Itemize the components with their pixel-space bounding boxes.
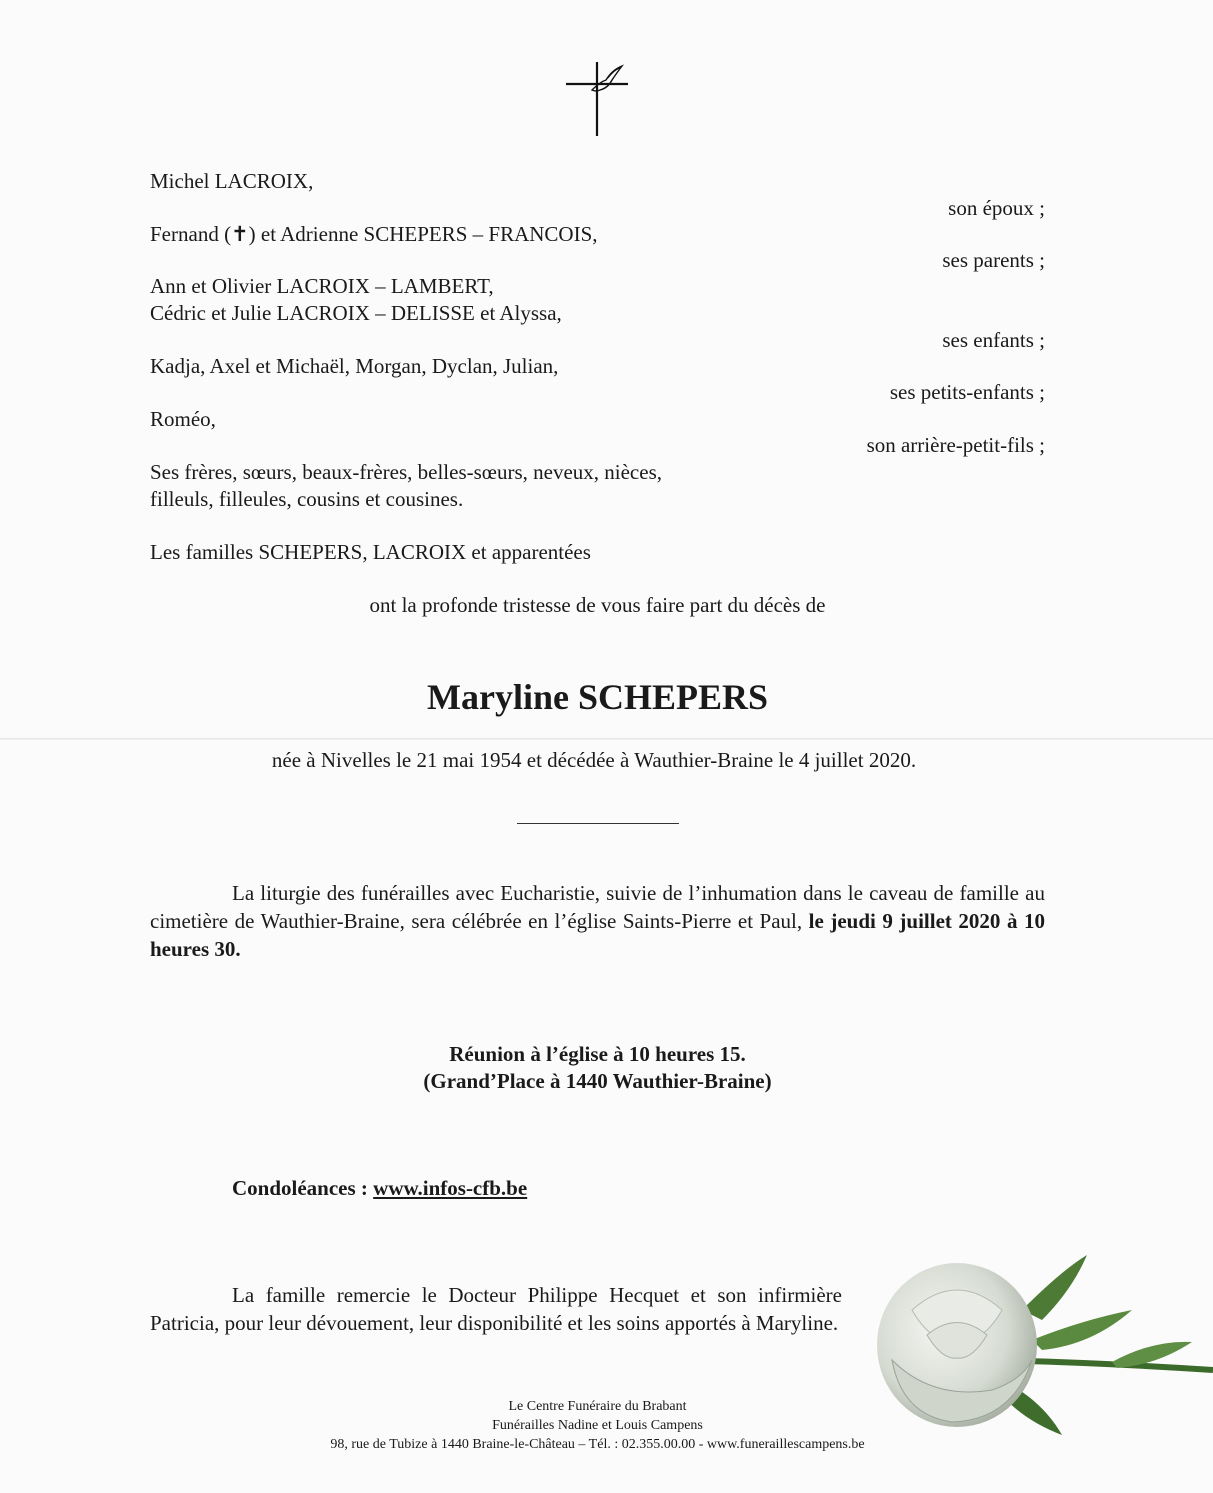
family-line-4: Cédric et Julie LACROIX – DELISSE et Alyssa, [150,301,562,325]
thanks-paragraph: La famille remercie le Docteur Philippe Hecquet et son infirmière Patricia, pour leur dévouement, leur disponibilité et les soins apportés à Maryline. [150,1283,842,1335]
footer-line-3: 98, rue de Tubize à 1440 Braine-le-Château – Tél. : 02.355.00.00 - www.funeraillescampens.be [330,1437,865,1452]
fold-line [0,738,1213,740]
footer-line-2: Funérailles Nadine et Louis Campens [492,1418,703,1433]
liturgy-paragraph [150,879,1045,963]
relation-epoux: son époux ; [948,196,1045,220]
relation-arriere-petit-fils: son arrière-petit-fils ; [866,433,1045,457]
meeting-place: (Grand’Place à 1440 Wauthier-Braine) [423,1069,772,1093]
announcement: ont la profonde tristesse de vous faire part du décès de [369,593,826,617]
family-line-7: Ses frères, sœurs, beaux-frères, belles-sœurs, neveux, nièces, [150,460,662,484]
family-line-3: Ann et Olivier LACROIX – LAMBERT, [150,274,494,298]
condolences-label: Condoléances : [232,1176,368,1200]
family-line-5: Kadja, Axel et Michaël, Morgan, Dyclan, Julian, [150,354,559,378]
liturgy-text: La liturgie des funérailles avec Eucharistie, suivie de l’inhumation dans le caveau de famille au cimetière de Wauthier-Braine, sera célébrée en l’église Saints-Pierre et Paul, [150,881,1045,933]
relation-parents: ses parents ; [942,248,1045,272]
family-line-1: Michel LACROIX, [150,169,314,193]
divider [517,823,679,824]
relation-enfants: ses enfants ; [942,328,1045,352]
condolences [232,1176,527,1201]
liturgy-date-time: le jeudi 9 juillet 2020 à 10 heures 30. [150,909,1045,961]
birth-death-dates: née à Nivelles le 21 mai 1954 et décédée à Wauthier-Braine le 4 juillet 2020. [271,748,917,772]
cross-dove-icon [562,56,632,140]
family-line-2: Fernand (✝) et Adrienne SCHEPERS – FRANCOIS, [150,222,598,246]
condolences-link[interactable]: www.infos-cfb.be [373,1176,528,1200]
meeting-time: Réunion à l’église à 10 heures 15. [449,1042,746,1066]
deceased-name: Maryline SCHEPERS [426,677,768,717]
relation-petits-enfants: ses petits-enfants ; [889,380,1045,404]
family-line-8: filleuls, filleules, cousins et cousines. [150,487,464,511]
family-line-6: Roméo, [150,407,216,431]
footer-line-1: Le Centre Funéraire du Brabant [508,1399,687,1414]
family-line-9: Les familles SCHEPERS, LACROIX et apparentées [150,540,591,564]
